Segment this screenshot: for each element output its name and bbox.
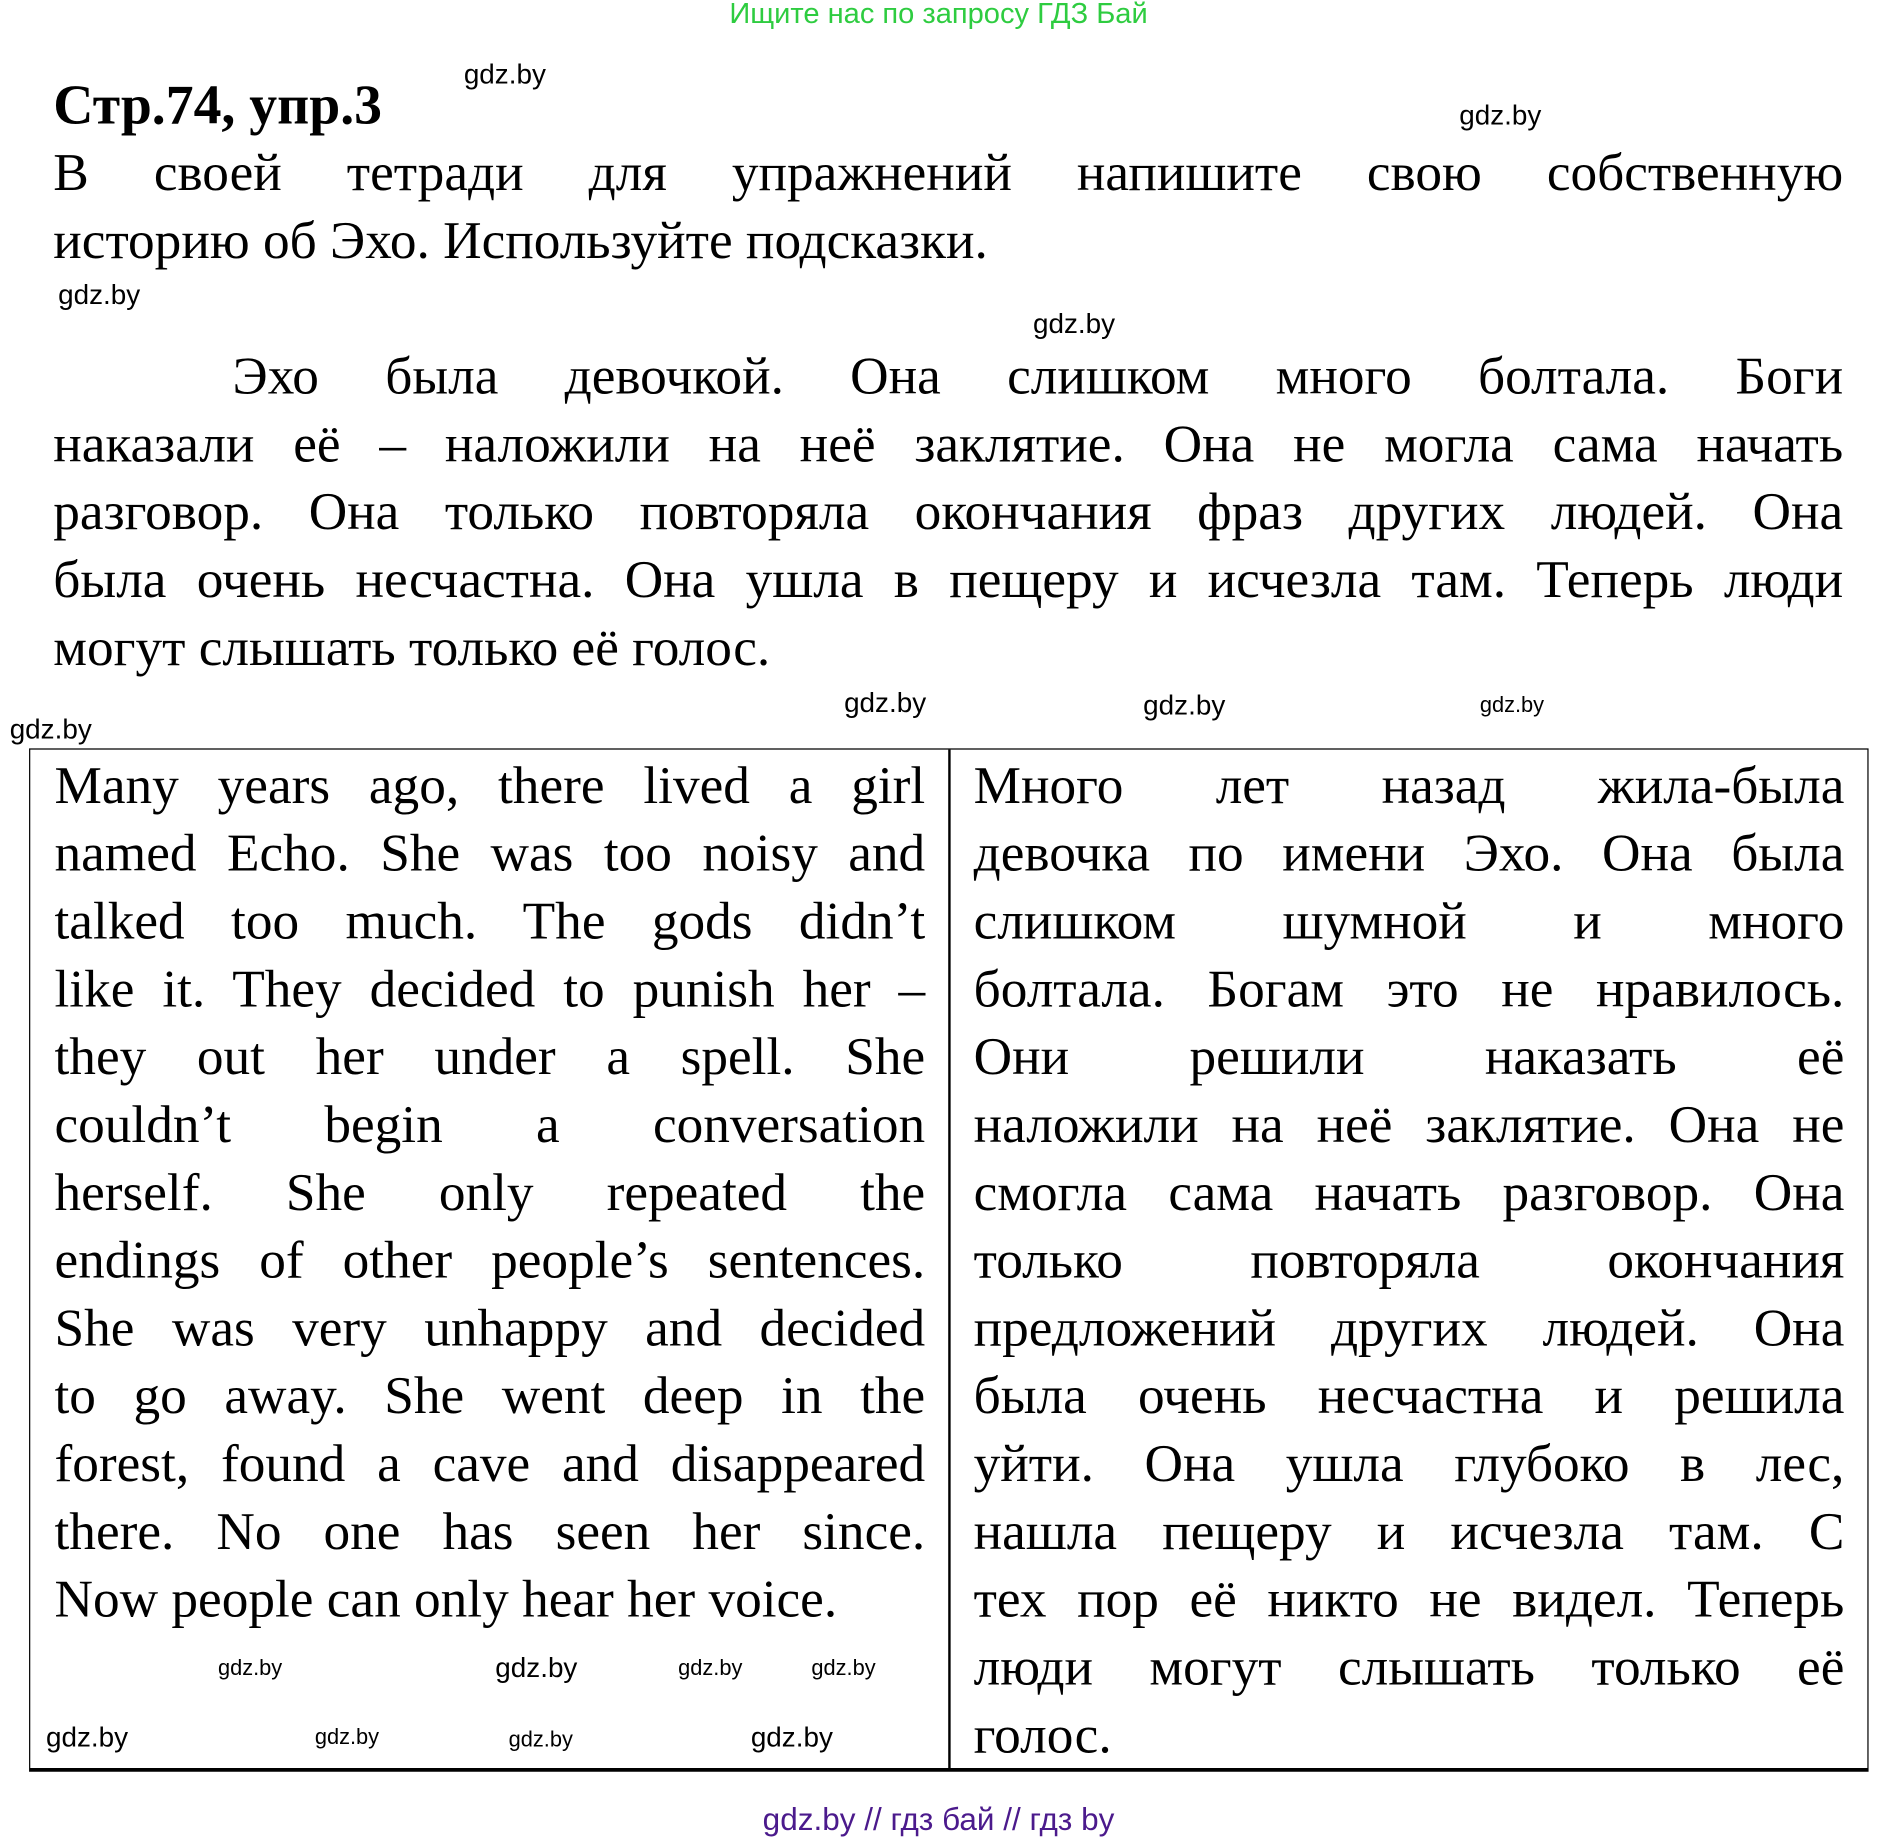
exercise-instruction — [53, 139, 1843, 275]
text-line: слишком шумной и много — [973, 891, 1845, 951]
text-line: уйти. Она ушла глубоко в лес, — [973, 1433, 1845, 1494]
watermark: gdz.by — [1032, 307, 1116, 340]
text-line: Now people can only hear her voice. — [54, 1569, 838, 1629]
russian-translation-cell — [974, 752, 1845, 1769]
story-hints — [53, 343, 1843, 682]
watermark: gdz.by — [217, 1655, 283, 1680]
text-line: нашла пещеру и исчезла там. С — [973, 1501, 1845, 1561]
search-banner: Ищите нас по запросу ГДЗ Бай — [729, 0, 1148, 31]
watermark: gdz.by — [508, 1726, 573, 1752]
watermark: gdz.by — [314, 1724, 380, 1749]
watermark: gdz.by — [678, 1655, 743, 1680]
page-title: Стр.74, упр.3 — [53, 73, 383, 136]
text-line: like it. They decided to punish her – — [54, 959, 926, 1019]
text-line: голос. — [973, 1705, 1112, 1765]
watermark: gdz.by — [1479, 692, 1545, 717]
text-line: endings of other people’s sentences. — [54, 1230, 926, 1290]
text-line: talked too much. The gods didn’t — [54, 891, 926, 951]
text-line: предложений других людей. Она — [973, 1298, 1845, 1358]
text-line: Много лет назад жила-была — [973, 755, 1845, 816]
watermark: gdz.by — [1459, 99, 1542, 131]
text-line: наложили на неё заклятие. Она не — [973, 1094, 1845, 1155]
watermark: gdz.by — [495, 1651, 578, 1684]
text-line: только повторяла окончания — [973, 1230, 1845, 1290]
watermark: gdz.by — [811, 1655, 876, 1680]
english-story-cell — [54, 752, 925, 1634]
text-line: смогла сама начать разговор. Она — [973, 1162, 1845, 1222]
text-line: могут слышать только её голос. — [53, 617, 771, 677]
footer-links: gdz.by // гдз бай // гдз by — [762, 1800, 1115, 1838]
text-line: forest, found a cave and disappeared — [54, 1433, 926, 1494]
text-line: named Echo. She was too noisy and — [54, 823, 926, 883]
watermark: gdz.by — [463, 58, 546, 90]
watermark: gdz.by — [844, 686, 927, 719]
text-line: couldn’t begin a conversation — [54, 1094, 926, 1155]
watermark: gdz.by — [1143, 689, 1226, 721]
watermark: gdz.by — [46, 1720, 129, 1753]
text-line: they out her under a spell. She — [54, 1026, 926, 1087]
text-line: Они решили наказать её — [973, 1026, 1845, 1087]
text-line: Эхо была девочкой. Она слишком много болтала. Боги — [232, 346, 1844, 406]
text-line: историю об Эхо. Используйте подсказки. — [53, 210, 988, 271]
text-line: В своей тетради для упражнений напишите свою собственную — [53, 142, 1844, 203]
text-line: была очень несчастна. Она ушла в пещеру и исчезла там. Теперь люди — [53, 549, 1844, 610]
text-line: to go away. She went deep in the — [54, 1366, 926, 1426]
text-line: была очень несчастна и решила — [973, 1366, 1845, 1426]
text-line: there. No one has seen her since. — [54, 1501, 926, 1561]
text-line: люди могут слышать только её — [973, 1637, 1845, 1697]
text-line: She was very unhappy and decided — [54, 1298, 926, 1358]
text-line: девочка по имени Эхо. Она была — [973, 823, 1845, 883]
text-line: болтала. Богам это не нравилось. — [973, 959, 1845, 1019]
text-line: Many years ago, there lived a girl — [54, 755, 926, 816]
watermark: gdz.by — [750, 1720, 833, 1753]
text-line: разговор. Она только повторяла окончания фраз других людей. Она — [53, 481, 1844, 542]
watermark: gdz.by — [9, 713, 92, 745]
text-line: наказали её – наложили на неё заклятие. Она не могла сама начать — [53, 414, 1844, 474]
text-line: тех пор её никто не видел. Теперь — [973, 1569, 1845, 1629]
watermark: gdz.by — [58, 278, 141, 311]
answer-table — [29, 748, 1869, 1771]
text-line: herself. She only repeated the — [54, 1162, 926, 1222]
column-divider — [948, 750, 950, 1768]
